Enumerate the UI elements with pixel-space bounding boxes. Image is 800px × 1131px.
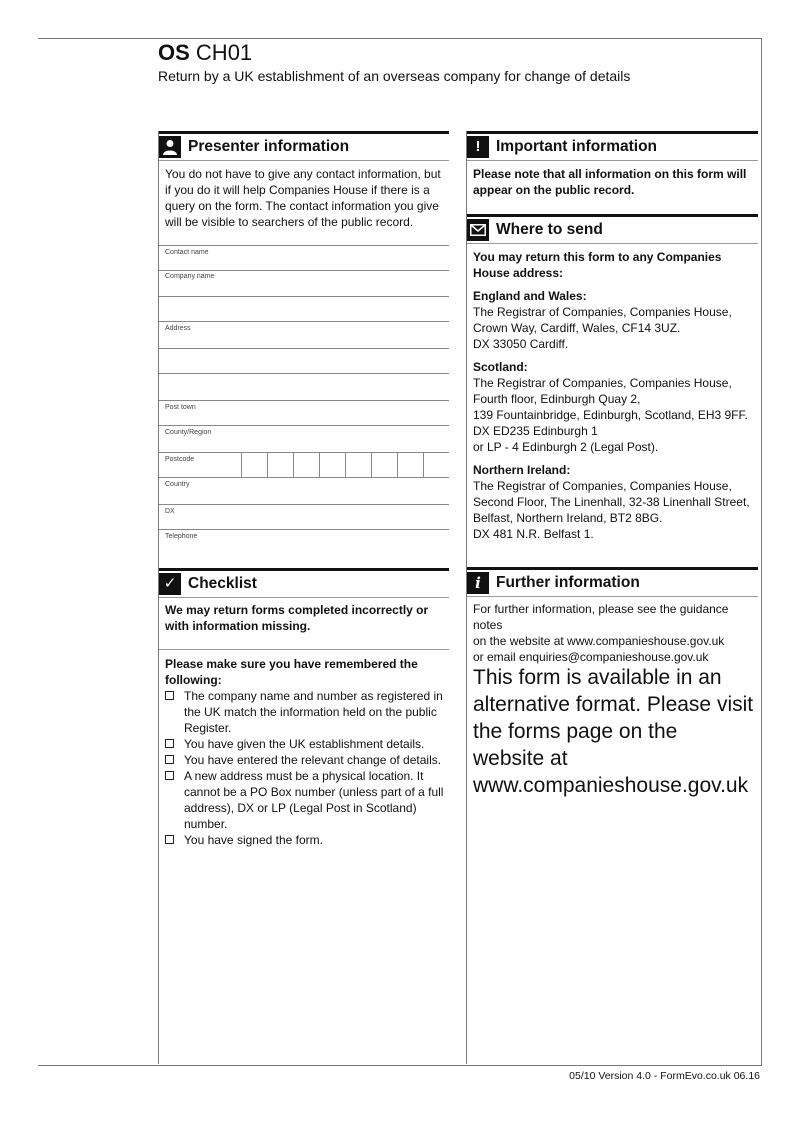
postcode-boxes <box>241 453 449 477</box>
addresses-block <box>473 249 754 542</box>
postcode-box[interactable] <box>293 453 319 477</box>
country-field[interactable] <box>159 478 449 505</box>
postcode-box[interactable] <box>345 453 371 477</box>
where-to-send-intro: You may return this form to any Companies House address: <box>473 250 722 280</box>
scotland-line: 139 Fountainbridge, Edinburgh, Scotland, EH3 9FF. <box>473 408 748 422</box>
further-info-line: on the website at www.companieshouse.gov.uk <box>473 634 725 648</box>
checkbox[interactable] <box>165 835 174 844</box>
england-line: DX 33050 Cardiff. <box>473 337 569 351</box>
ni-heading: Northern Ireland: <box>473 463 571 477</box>
important-title: Important information <box>496 138 658 155</box>
important-text: Please note that all information on this form will appear on the public record. <box>473 167 747 197</box>
contact-name-label: Contact name <box>165 249 209 256</box>
right-column <box>466 131 758 1064</box>
postcode-box[interactable] <box>423 453 449 477</box>
dx-field[interactable] <box>159 505 449 530</box>
exclamation-icon: ! <box>467 136 489 158</box>
checklist-items <box>165 688 445 848</box>
page-right-rule <box>761 38 762 1066</box>
checklist-item-text: A new address must be a physical location. It cannot be a PO Box number (unless part of a full address), DX or LP (Legal Post in Scotland) number. <box>184 769 444 831</box>
envelope-icon <box>467 219 489 241</box>
checkbox[interactable] <box>165 771 174 780</box>
checklist-item-text: You have entered the relevant change of details. <box>184 753 442 767</box>
checklist-item <box>165 832 445 848</box>
presenter-intro: You do not have to give any contact information, but if you do it will help Companies House if there is a query on the form. The contact information you give will be visible to searchers of the public record. <box>165 167 441 229</box>
county-region-label: County/Region <box>165 429 212 436</box>
postcode-box[interactable] <box>267 453 293 477</box>
person-icon <box>159 136 181 158</box>
further-info-line: For further information, please see the guidance notes <box>473 602 729 632</box>
scotland-line: Fourth floor, Edinburgh Quay 2, <box>473 392 641 406</box>
checklist-rule <box>159 597 449 598</box>
checkbox[interactable] <box>165 691 174 700</box>
checkbox[interactable] <box>165 755 174 764</box>
form-code <box>158 40 252 66</box>
presenter-title: Presenter information <box>188 138 350 155</box>
further-info-title: Further information <box>496 574 640 591</box>
telephone-label: Telephone <box>165 533 198 540</box>
where-to-send-rule <box>467 243 758 244</box>
checklist-item-text: You have signed the form. <box>184 833 323 847</box>
form-subtitle: Return by a UK establishment of an overseas company for change of details <box>158 68 631 84</box>
checklist-warning: We may return forms completed incorrectly or with information missing. <box>165 603 429 633</box>
checklist-item <box>165 688 445 736</box>
checklist-intro: Please make sure you have remembered the following: <box>165 657 418 687</box>
checklist-section-header <box>159 568 449 597</box>
important-rule <box>467 160 758 161</box>
address-field[interactable] <box>159 322 449 349</box>
checkbox[interactable] <box>165 739 174 748</box>
post-town-label: Post town <box>165 404 196 411</box>
contact-name-field[interactable] <box>159 245 449 271</box>
ni-line: Belfast, Northern Ireland, BT2 8BG. <box>473 511 663 525</box>
scotland-heading: Scotland: <box>473 360 528 374</box>
alternative-format-notice: This form is available in an alternative format. Please visit the forms page on the website at www.companieshouse.gov.uk <box>473 666 754 797</box>
version-footer: 05/10 Version 4.0 - FormEvo.co.uk 06.16 <box>569 1070 760 1082</box>
page-top-rule <box>38 38 762 39</box>
company-name-line-2[interactable] <box>159 297 449 322</box>
checklist-item <box>165 736 445 752</box>
checklist-rule-2 <box>159 649 449 650</box>
postcode-box[interactable] <box>241 453 267 477</box>
postcode-box[interactable] <box>319 453 345 477</box>
england-heading: England and Wales: <box>473 289 587 303</box>
checklist-item <box>165 768 445 832</box>
scotland-line: or LP - 4 Edinburgh 2 (Legal Post). <box>473 440 659 454</box>
further-info-header <box>467 567 758 596</box>
form-number: CH01 <box>195 40 253 65</box>
postcode-label: Postcode <box>165 456 195 463</box>
company-name-label: Company name <box>165 273 215 280</box>
address-line-2[interactable] <box>159 349 449 374</box>
postcode-field[interactable] <box>159 453 449 478</box>
checklist-item <box>165 752 445 768</box>
where-to-send-header <box>467 214 758 243</box>
england-line: Crown Way, Cardiff, Wales, CF14 3UZ. <box>473 321 681 335</box>
postcode-box[interactable] <box>371 453 397 477</box>
address-label: Address <box>165 325 191 332</box>
postcode-box[interactable] <box>397 453 423 477</box>
checklist-item-text: The company name and number as registered in the UK match the information held on the public Register. <box>184 689 443 735</box>
presenter-rule <box>159 160 449 161</box>
further-info-text <box>473 601 754 665</box>
post-town-field[interactable] <box>159 401 449 426</box>
where-to-send-title: Where to send <box>496 221 603 238</box>
form-prefix: OS <box>158 40 190 65</box>
address-line-3[interactable] <box>159 374 449 401</box>
dx-label: DX <box>165 508 175 515</box>
ni-line: Second Floor, The Linenhall, 32-38 Linenhall Street, <box>473 495 750 509</box>
ni-line: DX 481 N.R. Belfast 1. <box>473 527 594 541</box>
further-info-rule <box>467 596 758 597</box>
checklist-item-text: You have given the UK establishment details. <box>184 737 425 751</box>
page-bottom-rule <box>38 1065 762 1066</box>
further-info-line: or email enquiries@companieshouse.gov.uk <box>473 650 709 664</box>
scotland-line: DX ED235 Edinburgh 1 <box>473 424 598 438</box>
info-icon: i <box>467 572 489 594</box>
scotland-line: The Registrar of Companies, Companies House, <box>473 376 732 390</box>
tick-icon: ✓ <box>159 573 181 595</box>
telephone-field[interactable] <box>159 530 449 556</box>
company-name-field[interactable] <box>159 270 449 297</box>
england-line: The Registrar of Companies, Companies House, <box>473 305 732 319</box>
checklist-title: Checklist <box>188 575 257 592</box>
left-column <box>158 131 449 1064</box>
presenter-section-header <box>159 131 449 160</box>
ni-line: The Registrar of Companies, Companies House, <box>473 479 732 493</box>
important-section-header <box>467 131 758 160</box>
country-label: Country <box>165 481 190 488</box>
county-region-field[interactable] <box>159 426 449 453</box>
